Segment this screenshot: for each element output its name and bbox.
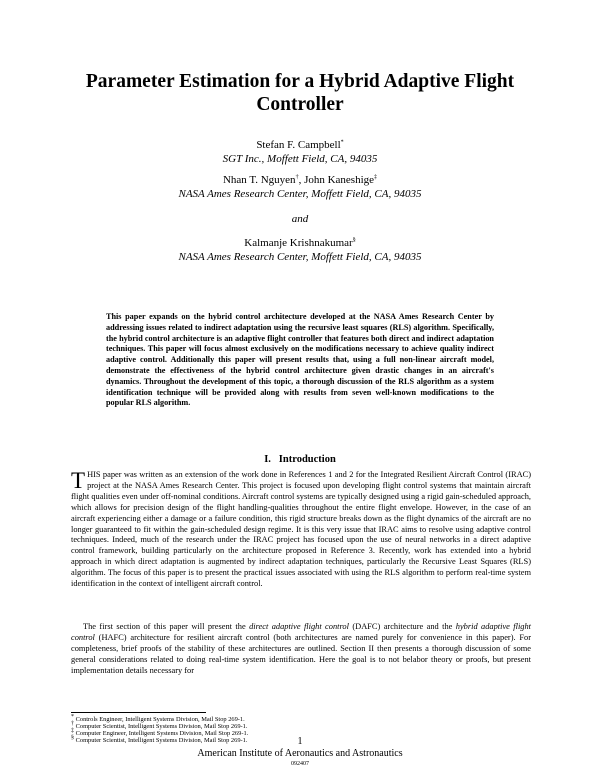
footnote-mark: † <box>295 174 299 181</box>
section-title: Introduction <box>278 454 336 465</box>
italic-term: direct adaptive flight control <box>249 622 349 631</box>
section-heading <box>60 454 540 465</box>
italic-term: hybrid adaptive flight control <box>71 622 531 642</box>
abstract: This paper expands on the hybrid control architecture developed at the NASA Ames Research Center by addressing issues related to indirect adaptation using the recursive least squares (RLS) algorithm. Specifically, the hybrid control architecture is an adaptive flight controller that features both direct and indirect adaptation techniques. This paper will focus almost exclusively on the modifications necessary to achieve quality indirect adaptive control. Additionally this paper will present results that, using a full non-linear aircraft model, demonstrate the effectiveness of the hybrid control architecture given drastic changes in an aircraft's dynamics. Throughout the development of this topic, a thorough discussion of the RLS algorithm as a system identification technique will be provided along with results from seven well-known modifications to the popular RLS algorithm. <box>106 312 494 408</box>
author-name: Stefan F. Campbell <box>256 139 341 151</box>
paragraph-text: (HAFC) architecture for resilient aircraft control (both architectures are named purely for convenience in this paper). For completeness, brief proofs of the stability of these architectures are outlined. Section II then presents a thorough discussion of some general considerations related to doing real-time system identification. Here the goal is to not belabor theory or proofs, but present implementation details necessary for <box>71 632 531 675</box>
affiliation-2: NASA Ames Research Center, Moffett Field, CA, 94035 <box>178 188 422 200</box>
affiliation-3: NASA Ames Research Center, Moffett Field, CA, 94035 <box>178 251 422 263</box>
footnote-mark: § <box>71 734 74 741</box>
footnote-text: Computer Scientist, Intelligent Systems Division, Mail Stop 269-1. <box>75 737 248 744</box>
footnote-text: Computer Scientist, Intelligent Systems Division, Mail Stop 269-1. <box>75 723 248 730</box>
footnote-mark: * <box>340 139 344 146</box>
author-1 <box>60 138 540 152</box>
author-2 <box>60 173 540 187</box>
footer-publisher: American Institute of Aeronautics and Astronautics <box>197 748 403 759</box>
and-separator: and <box>291 213 309 225</box>
footnote-text: Computer Engineer, Intelligent Systems Division, Mail Stop 269-1. <box>75 730 249 737</box>
intro-paragraph-1 <box>71 470 531 590</box>
page-number: 1 <box>297 736 303 747</box>
author-name: Kalmanje Krishnakumar <box>244 237 353 249</box>
paragraph-text: HIS paper was written as an extension of the work done in References 1 and 2 for the Integrated Resilient Aircraft Control (IRAC) project at the NASA Ames Research Center. This project is focused upon developing flight control systems that maintain aircraft flight qualities even under off-nominal conditions. Aircraft control systems are typically designed using a rigid gain-scheduled approach, which allows for precision design of the flight handling-qualities throughout the entire flight envelope. However, in the case of an aircraft experiencing either a damage or a failure condition, this rigid structure breaks down as the flight dynamics of the aircraft are no longer guaranteed to fit within the gain-scheduled design regime. It is this very issue that IRAC aims to resolve using adaptive control techniques. Indeed, much of the research under the IRAC project has focused upon the use of neural networks in a direct adaptive control framework, building particularly on the architecture proposed in Reference 3. Recently, work has extended into a hybrid approach in which direct adaptation is augmented by indirect adaptation techniques, particularly the Recursive Least Squares (RLS) algorithm. The focus of this paper is to present the practical issues associated with using the RLS algorithm to perform real-time system identification in the context of intelligent aircraft control. <box>71 470 531 589</box>
paper-title: Parameter Estimation for a Hybrid Adaptive Flight Controller <box>85 71 515 115</box>
affiliation-1: SGT Inc., Moffett Field, CA, 94035 <box>222 153 378 165</box>
footer-code: 092407 <box>291 761 309 767</box>
footnote-mark: ‡ <box>71 727 74 734</box>
intro-paragraph-2 <box>71 622 531 677</box>
author-name: , John Kaneshige <box>298 174 375 186</box>
footnote-mark: * <box>71 713 74 720</box>
author-3 <box>60 236 540 250</box>
section-number: I. <box>264 454 271 465</box>
paragraph-text: (DAFC) architecture and the <box>348 622 456 631</box>
paragraph-text: The first section of this paper will present the <box>83 622 250 631</box>
footnote-mark: ‡ <box>374 174 378 181</box>
drop-cap: T <box>71 468 86 493</box>
footnote-mark: § <box>352 237 356 244</box>
footnote-mark: † <box>71 720 74 727</box>
footnote-rule <box>71 712 206 713</box>
footnote-text: Controls Engineer, Intelligent Systems Division, Mail Stop 269-1. <box>75 716 245 723</box>
author-name: Nhan T. Nguyen <box>222 174 296 186</box>
